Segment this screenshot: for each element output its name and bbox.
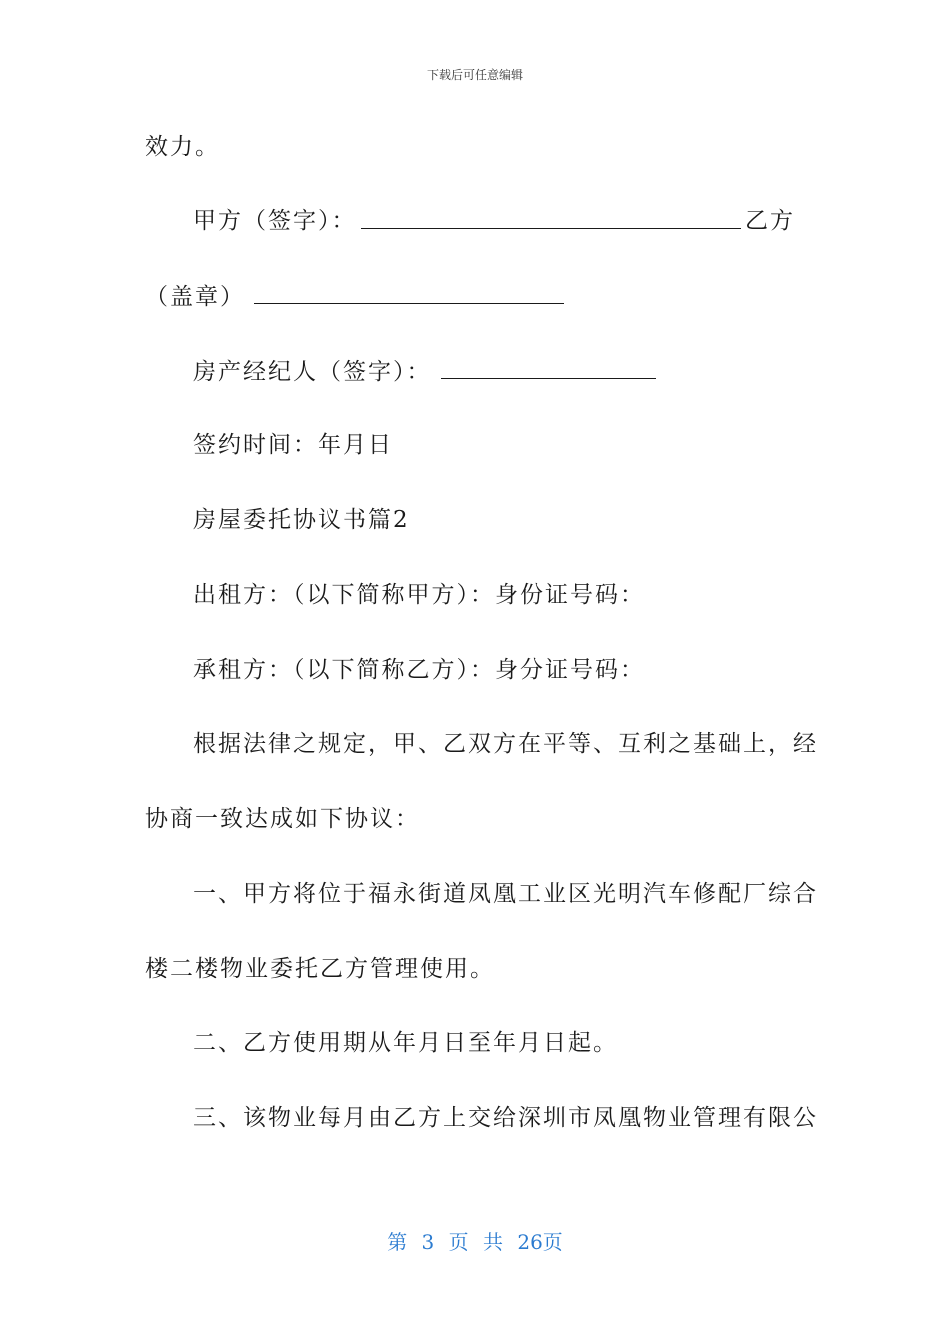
item-3-line-1: 三、该物业每月由乙方上交给深圳市凤凰物业管理有限公 [193, 1105, 818, 1131]
text-line-effect: 效力。 [145, 134, 220, 160]
seal-blank [254, 281, 564, 304]
agent-label: 房产经纪人（签字）： [193, 359, 432, 385]
section-title: 房屋委托协议书篇2 [193, 507, 410, 533]
party-a-signature-row [193, 206, 795, 236]
party-b-label: 乙方 [745, 208, 795, 234]
item-1-line-2: 楼二楼物业委托乙方管理使用。 [145, 956, 495, 982]
lessee-line: 承租方：（以下简称乙方）：身分证号码： [193, 657, 645, 683]
paragraph-1-line-2: 协商一致达成如下协议： [145, 806, 420, 832]
item-1-line-1: 一、甲方将位于福永街道凤凰工业区光明汽车修配厂综合 [193, 881, 818, 907]
seal-label: （盖章） [145, 284, 245, 310]
agent-signature-row [193, 356, 795, 387]
page-footer: 第 3 页 共 26页 [387, 1230, 563, 1254]
item-2: 二、乙方使用期从年月日至年月日起。 [193, 1030, 618, 1056]
party-a-signature-blank [361, 206, 741, 229]
seal-row [145, 281, 795, 312]
agent-signature-blank [441, 356, 656, 379]
page-header: 下载后可任意编辑 [426, 68, 523, 82]
lessor-line: 出租方：（以下简称甲方）：身份证号码： [193, 582, 645, 608]
paragraph-1-line-1: 根据法律之规定，甲、乙双方在平等、互利之基础上，经 [193, 731, 818, 757]
party-a-label: 甲方（签字）： [193, 208, 357, 234]
sign-time: 签约时间：年月日 [193, 432, 393, 458]
